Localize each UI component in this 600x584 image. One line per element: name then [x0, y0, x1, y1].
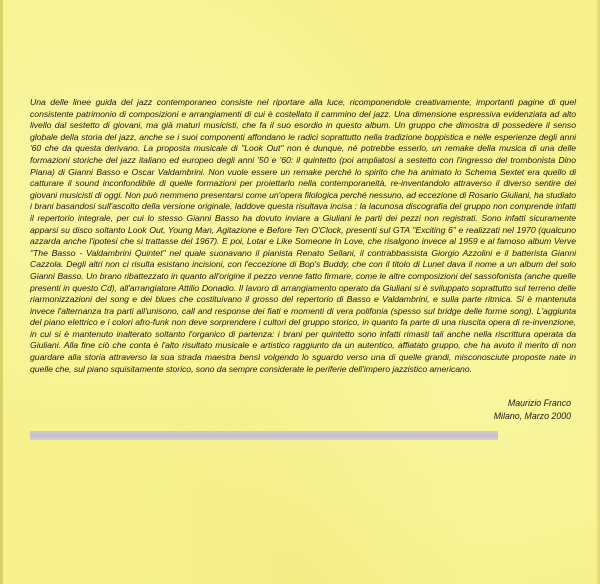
author-name: Maurizio Franco: [507, 398, 571, 408]
place-date: Milano, Marzo 2000: [493, 411, 571, 421]
decorative-rule: [30, 431, 498, 440]
liner-notes-body: Una delle linee guida del jazz contemporaneo consiste nel riportare alla luce, ricomponendole creativamente, importanti pagine di quel consistente patrimonio di composizioni e arrangiamenti di cui è costellato il cammino del jazz. Una dimensione espressiva evidenziata ad alto livello dal sestetto di giovani, ma già maturi musicisti, che fa il suo esordio in questo album. Un gruppo che dimostra di possedere il senso globale della storia del jazz, anche se i suoi componenti affondano le radici soprattutto nella tradizione boppistica e nelle esperienze degli anni '60 che da questa derivano. La proposta musicale di "Look Out" non è dunque, né potrebbe esserlo, un remake della musica di una delle formazioni storiche del jazz italiano ed europeo degli anni '50 e '60: il quintetto (poi ampliatosi a sestetto con l'ingresso del trombonista Dino Piana) di Gianni Basso e Oscar Valdambrini. Non vuole essere un remake perché lo spirito che ha animato lo Schema Sextet era quello di catturare il sound inconfondibile di quelle formazioni per proiettarlo nella contemporaneità, re-inventandolo attraverso il diverso sentire dei giovani musicisti di oggi. Non può nemmeno presentarsi come un'opera filologica perché nessuno, ad eccezione di Rosario Giuliani, ha studiato i brani basandosi sull'ascolto della versione originale, laddove questa risultava incisa : la lacunosa discografia del gruppo non comprende infatti il repertorio integrale, per cui lo stesso Gianni Basso ha dovuto inviare a Giuliani le parti dei pezzi non registrati. Sono infatti sicuramente apparsi su disco soltanto Look Out, Young Man, Agitazione e Before Ten O'Clock, presenti sul GTA "Exciting 6" e realizzati nel 1970 (qualcuno azzarda anche l'ipotesi che si trattasse del 1967). E poi, Lotar e Like Someone In Love, che risalgono invece al 1959 e al famoso album Verve "The Basso - Valdambrini Quintet" nel quale suonavano il pianista Renato Sellani, il contrabbassista Giorgio Azzolini e il batterista Gianni Cazzola. Degli altri non ci risulta esistano incisioni, con l'eccezione di Bop's Buddy, che con il titolo di Lunet dava il nome a un album del solo Gianni Basso. Un brano ribattezzato in quanto all'origine il pezzo venne fatto firmare, come le altre composizioni del sassofonista (anche quelle presenti in questo Cd), all'arrangiatore Attilio Donadio. Il lavoro di arrangiamento operato da Giuliani si è sviluppato soprattutto sul terreno delle riarmonizzazioni dei song e dei blues che costituivano il grosso del repertorio di Basso e Valdambrini, e sulla parte ritmica. Si è mantenuta invece l'alternanza tra parti all'unisono, call and response dei fiati e momenti di vera polifonia (spesso sul bridge delle forme song). L'aggiunta del piano elettrico e i colori afro-funk non deve sorprendere i cultori del gruppo storico, in quanto fa parte di una riuscita opera di re-invenzione, in cui si è mantenuto inalterato soltanto l'organico di partenza: i brani per quintetto sono infatti rimasti tali anche nella riscrittura operata da Giuliani. Alla fine ciò che conta è l'alto risultato musicale e artistico raggiunto da un autentico, affiatato gruppo, che ha avuto il merito di non guardare alla storia attraverso la sua strada maestra bensì volgendo lo sguardo verso una di quelle grandi, misconosciute proposte nate in quelle che, sul piano squisitamente storico, sono da sempre considerate le periferie dell'impero jazzistico americano.: [30, 97, 576, 374]
page-right-edge: [596, 0, 600, 584]
signature-block: [494, 397, 571, 423]
page-left-edge: [0, 0, 3, 584]
